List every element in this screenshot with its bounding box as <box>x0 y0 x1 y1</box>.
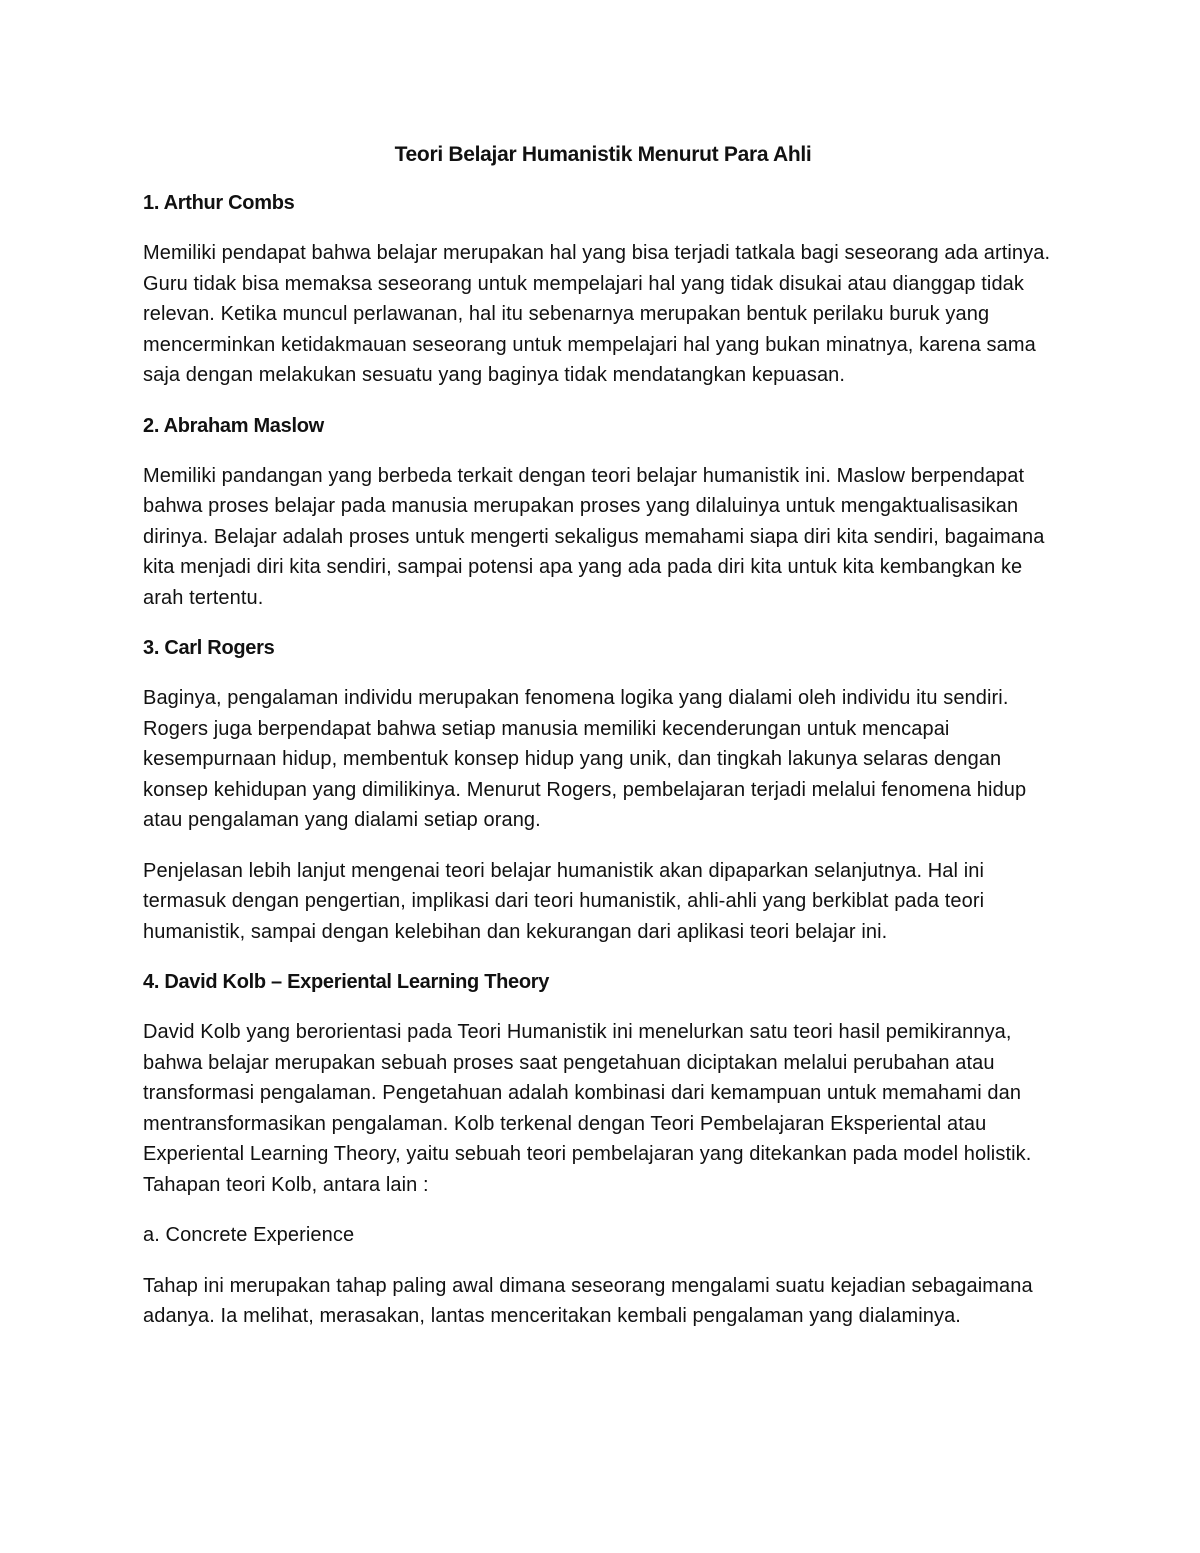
section-heading: 1. Arthur Combs <box>143 192 295 214</box>
section-abraham-maslow <box>143 411 1063 614</box>
section-paragraph: Tahap ini merupakan tahap paling awal dimana seseorang mengalami suatu kejadian sebagaimana adanya. Ia melihat, merasakan, lantas menceritakan kembali pengalaman yang dialaminya. <box>143 1274 1033 1327</box>
section-heading: 3. Carl Rogers <box>143 637 275 659</box>
section-paragraph: Memiliki pandangan yang berbeda terkait dengan teori belajar humanistik ini. Maslow berpendapat bahwa proses belajar pada manusia merupakan proses yang dilaluinya untuk mengaktualisasikan dirinya. Belajar adalah proses untuk mengerti sekaligus memahami siapa diri kita sendiri, bagaimana kita menjadi diri kita sendiri, sampai potensi apa yang ada pada diri kita untuk kita kembangkan ke arah tertentu. <box>143 464 1045 609</box>
section-arthur-combs <box>143 188 1063 391</box>
section-david-kolb <box>143 967 1063 1332</box>
section-carl-rogers <box>143 633 1063 947</box>
section-heading: 2. Abraham Maslow <box>143 414 324 437</box>
section-heading: 4. David Kolb – Experiental Learning Theory <box>143 971 550 993</box>
section-paragraph: Penjelasan lebih lanjut mengenai teori belajar humanistik akan dipaparkan selanjutnya. Hal ini termasuk dengan pengertian, implikasi dari teori humanistik, ahli-ahli yang berkiblat pada teori humanistik, sampai dengan kelebihan dan kekurangan dari aplikasi teori belajar ini. <box>143 859 985 943</box>
section-paragraph: David Kolb yang berorientasi pada Teori Humanistik ini menelurkan satu teori hasil pemikirannya, bahwa belajar merupakan sebuah proses saat pengetahuan diciptakan melalui perubahan atau transformasi pengalaman. Pengetahuan adalah kombinasi dari kemampuan untuk memahami dan mentransformasikan pengalaman. Kolb terkenal dengan Teori Pembelajaran Eksperiental atau Experiental Learning Theory, yaitu sebuah teori pembelajaran yang ditekankan pada model holistik. Tahapan teori Kolb, antara lain : <box>143 1021 1032 1196</box>
section-paragraph: Memiliki pendapat bahwa belajar merupakan hal yang bisa terjadi tatkala bagi seseorang ada artinya. Guru tidak bisa memaksa seseorang untuk mempelajari hal yang tidak disukai atau dianggap tidak relevan. Ketika muncul perlawanan, hal itu sebenarnya merupakan bentuk perilaku buruk yang mencerminkan ketidakmauan seseorang untuk mempelajari hal yang bukan minatnya, karena sama saja dengan melakukan sesuatu yang baginya tidak mendatangkan kepuasan. <box>143 242 1051 386</box>
document-page <box>143 140 1063 1352</box>
document-title: Teori Belajar Humanistik Menurut Para Ahli <box>394 143 812 166</box>
subheading-concrete-experience: a. Concrete Experience <box>143 1224 355 1246</box>
section-paragraph: Baginya, pengalaman individu merupakan fenomena logika yang dialami oleh individu itu sendiri. Rogers juga berpendapat bahwa setiap manusia memiliki kecenderungan untuk mencapai kesempurnaan hidup, membentuk konsep hidup yang unik, dan tingkah lakunya selaras dengan konsep kehidupan yang dimilikinya. Menurut Rogers, pembelajaran terjadi melalui fenomena hidup atau pengalaman yang dialami setiap orang. <box>143 687 1027 831</box>
